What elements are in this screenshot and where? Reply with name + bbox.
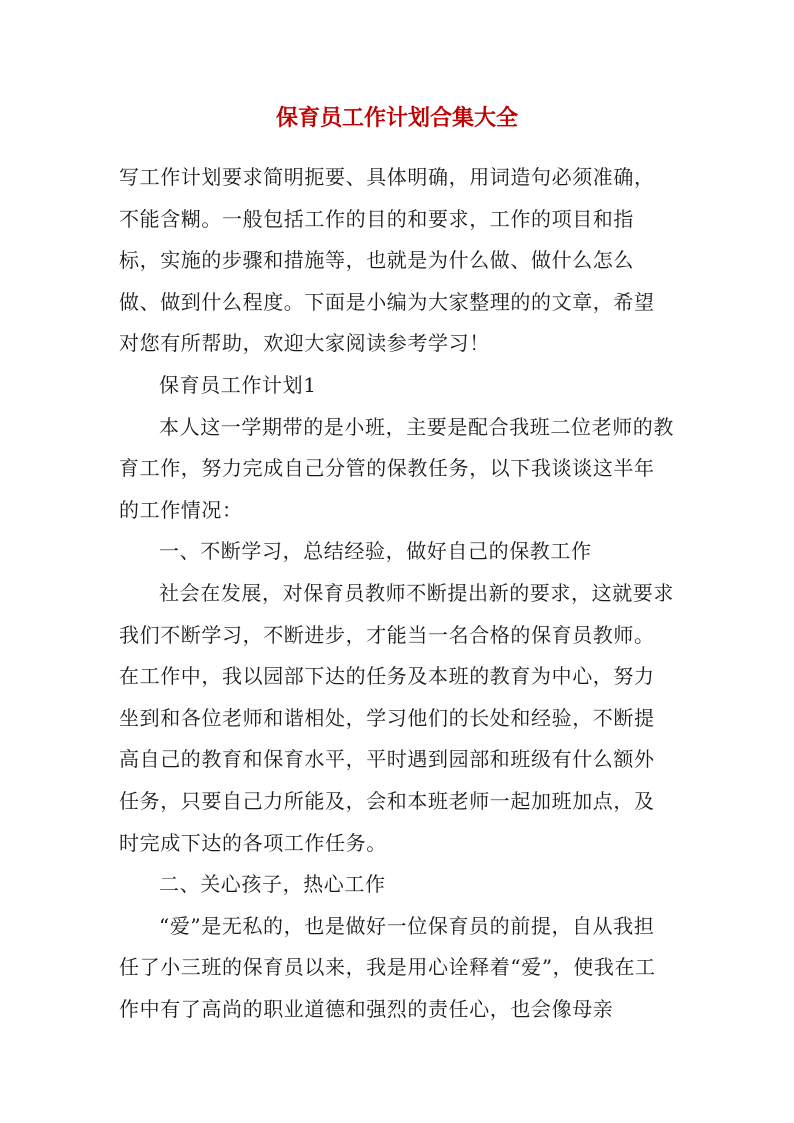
body-paragraph: 社会在发展，对保育员教师不断提出新的要求，这就要求我们不断学习，不断进步，才能当一名合格的保育员教师。在工作中，我以园部下达的任务及本班的教育为中心，努力坐到和各位老师和谐相处，学习他们的长处和经验，不断提高自己的教育和保育水平，平时遇到园部和班级有什么额外任务，只要自己力所能及，会和本班老师一起加班加点，及时完成下达的各项工作任务。: [119, 580, 674, 855]
body-paragraph: 本人这一学期带的是小班，主要是配合我班二位老师的教育工作，努力完成自己分管的保教任务，以下我谈谈这半年的工作情况：: [119, 414, 674, 522]
document-title: 保育员工作计划合集大全: [275, 105, 518, 131]
document-body: [119, 157, 675, 1030]
subsection-heading: 二、关心孩子，热心工作: [159, 872, 386, 897]
section-heading: 保育员工作计划1: [159, 372, 317, 397]
body-paragraph: “爱”是无私的，也是做好一位保育员的前提，自从我担任了小三班的保育员以来，我是用心诠释着“爱”，使我在工作中有了高尚的职业道德和强烈的责任心，也会像母亲: [119, 913, 656, 1021]
subsection-heading: 一、不断学习，总结经验，做好自己的保教工作: [159, 539, 592, 564]
intro-paragraph: 写工作计划要求简明扼要、具体明确，用词造句必须准确，不能含糊。一般包括工作的目的和要求，工作的项目和指标，实施的步骤和措施等，也就是为什么做、做什么怎么做、做到什么程度。下面是小编为大家整理的的文章，希望对您有所帮助，欢迎大家阅读参考学习！: [119, 165, 655, 356]
